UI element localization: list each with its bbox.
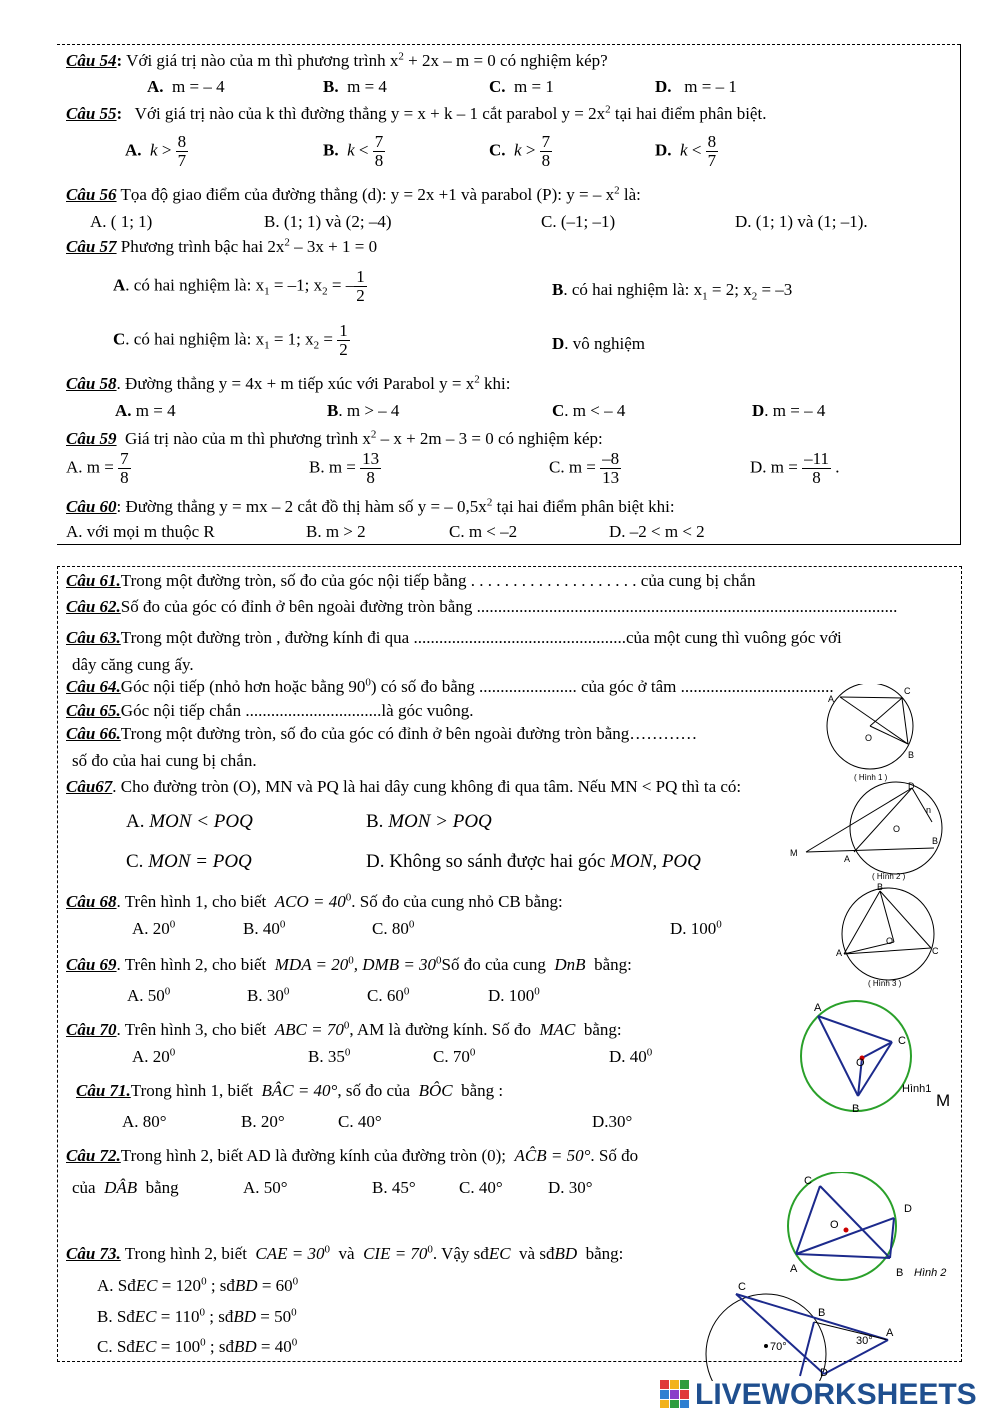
- figure-hinh-2: [786, 778, 956, 884]
- fig1-caption: ( Hình 1 ): [854, 773, 888, 782]
- figH2-label-o: O: [830, 1219, 839, 1231]
- figH1-label-o: O: [856, 1057, 865, 1069]
- q54-option-a[interactable]: A. m = – 4: [147, 77, 225, 96]
- q55-option-b[interactable]: B. k < $\frac{7}{8}$: [323, 132, 384, 170]
- q69-stem: Câu 69. Trên hình 2, cho biết MDA = $20^0$, DMB = $30^0Số$ đo của cung DnB bằng:: [66, 954, 632, 974]
- figH2-label-d: D: [904, 1203, 912, 1215]
- q73-option-c[interactable]: C. SđEC = $100^0$ ; sđBD = $40^0$: [97, 1336, 298, 1356]
- q59-option-c[interactable]: C. m = $\frac{-8}{13}$: [549, 449, 620, 487]
- fig2-label-o: O: [893, 824, 901, 834]
- fig3-label-o: O: [886, 936, 894, 946]
- q71-option-a[interactable]: A. 80°: [122, 1112, 167, 1131]
- figlast-label-a: A: [886, 1327, 894, 1339]
- q69-option-a[interactable]: A. $50^0$: [127, 985, 171, 1005]
- q72-option-b[interactable]: B. 45°: [372, 1178, 416, 1197]
- q55-option-c[interactable]: C. k > $\frac{7}{8}$: [489, 132, 551, 170]
- figlast-angle-30: 30°: [856, 1335, 873, 1347]
- q71-option-c[interactable]: C. 40°: [338, 1112, 382, 1131]
- q70-option-b[interactable]: B. $35^0$: [308, 1046, 351, 1066]
- q68-option-d[interactable]: D. $100^0$: [670, 918, 722, 938]
- q62: Câu 62.Số đo của góc có đỉnh ở bên ngoài đường tròn bằng ...................................................................................................: [66, 597, 898, 616]
- fig2-label-m: M: [790, 848, 798, 858]
- figH2-label-a: A: [790, 1263, 798, 1275]
- q54-option-d[interactable]: D. m = – 1: [655, 77, 737, 96]
- q55-option-a[interactable]: A. k > $\frac{8}{7}$: [125, 132, 187, 170]
- q57-option-c[interactable]: C. có hai nghiệm là: $x_1 = 1$; $x_2$ = $\frac{1}{2}$: [113, 321, 348, 359]
- q72-stem: Câu 72.Trong hình 2, biết AD là đường kính của đường tròn (0); AĈB = 50°. Số đo: [66, 1146, 639, 1165]
- q57-option-a[interactable]: A. có hai nghiệm là: $x_1 = -1$; $x_2$ = – $\frac{1}{2}$: [113, 267, 365, 305]
- liveworksheets-brand[interactable]: LIVEWORKSHEETS: [695, 1378, 977, 1411]
- q54-stem: Câu 54: Với giá trị nào của m thì phương trình $x^2 + 2x - m = 0$ có nghiệm kép?: [66, 50, 608, 70]
- q71-option-b[interactable]: B. 20°: [241, 1112, 285, 1131]
- q70-option-a[interactable]: A. $20^0$: [132, 1046, 176, 1066]
- q69-option-c[interactable]: C. $60^0$: [367, 985, 410, 1005]
- q67-option-c[interactable]: C. MON = POQ: [126, 851, 252, 872]
- figlast-label-c: C: [738, 1281, 746, 1293]
- q70-stem: Câu 70. Trên hình 3, cho biết ABC = $70^0$, AM là đường kính. Số đo MAC bằng:: [66, 1019, 622, 1039]
- q66-line2: số đo của hai cung bị chắn.: [72, 751, 257, 770]
- figure-hinh-3: [832, 882, 942, 990]
- q58-option-a[interactable]: A. m = 4: [115, 401, 176, 420]
- fig1-label-a: A: [828, 694, 835, 704]
- figH2-label-b: B: [896, 1267, 904, 1279]
- q55-stem: Câu 55: Với giá trị nào của k thì đường thẳng y = x + k – 1 cắt parabol $y = 2x^2$ tại hai điểm phân biệt.: [66, 103, 767, 123]
- q54-option-b[interactable]: B. m = 4: [323, 77, 387, 96]
- fig2-label-n: n: [926, 805, 932, 815]
- figH1-label-c: C: [898, 1035, 906, 1047]
- q68-option-a[interactable]: A. $20^0$: [132, 918, 176, 938]
- fig2-label-b: B: [932, 836, 939, 846]
- q59-stem: Câu 59 Giá trị nào của m thì phương trình $x^2 - x + 2m - 3 = 0$ có nghiệm kép:: [66, 428, 603, 448]
- fig1-label-c: C: [904, 686, 911, 696]
- q73-option-a[interactable]: A. SđEC = $120^0$ ; sđBD = $60^0$: [97, 1275, 299, 1295]
- q68-option-c[interactable]: C. $80^0$: [372, 918, 415, 938]
- figlast-angle-70: 70°: [770, 1341, 787, 1353]
- fig3-label-b: B: [877, 882, 884, 892]
- q56-option-d[interactable]: D. (1; 1) và (1; –1).: [735, 212, 868, 231]
- q73-stem: Câu 73. Trong hình 2, biết CAE = $30^0$ và CIE = $70^0$. Vậy sđEC và sđBD bằng:: [66, 1243, 624, 1263]
- q60-option-a[interactable]: A. với mọi m thuộc R: [66, 522, 215, 541]
- q59-option-a[interactable]: A. m = $\frac{7}{8}$: [66, 449, 129, 487]
- q60-stem: Câu 60: Đường thẳng y = mx – 2 cắt đồ thị hàm số y = – $0,5x^2$ tại hai điểm phân biệt khi:: [66, 496, 675, 516]
- q63-line2: dây căng cung ấy.: [72, 655, 194, 674]
- q71-stem: Câu 71.Trong hình 1, biết BÂC = 40°, số đo của BÔC bằng :: [76, 1081, 504, 1100]
- q67-option-a[interactable]: A. MON < POQ: [126, 811, 253, 832]
- q72-option-c[interactable]: C. 40°: [459, 1178, 503, 1197]
- fig3-caption: ( Hình 3 ): [868, 979, 902, 988]
- q70-option-c[interactable]: C. $70^0$: [433, 1046, 476, 1066]
- q59-option-d[interactable]: D. m = $\frac{-11}{8}$ .: [750, 449, 840, 487]
- q57-option-b[interactable]: B. có hai nghiệm là: $x_1 = 2$; $x_2 = -3$: [552, 280, 793, 303]
- q57-option-d[interactable]: D. vô nghiệm: [552, 334, 646, 353]
- figH1-label-a: A: [814, 1002, 822, 1014]
- q69-option-b[interactable]: B. $30^0$: [247, 985, 290, 1005]
- q58-option-d[interactable]: D. m = – 4: [752, 401, 826, 420]
- q60-option-b[interactable]: B. m > 2: [306, 522, 366, 541]
- figure-hinh1-blue: [796, 1000, 956, 1118]
- q56-stem: Câu 56 Tọa độ giao điểm của đường thẳng (d): y = 2x +1 và parabol (P): y = – $x^2$ là:: [66, 184, 641, 204]
- q72-line2: của DÂB bằng: [72, 1178, 179, 1197]
- figH1-label-m: M: [936, 1091, 951, 1110]
- fig2-label-d: D: [908, 781, 915, 791]
- fig1-label-b: B: [908, 750, 915, 760]
- q68-stem: Câu 68. Trên hình 1, cho biết ACO = $40^0$. Số đo của cung nhỏ CB bằng:: [66, 891, 563, 911]
- q58-option-b[interactable]: B. m > – 4: [327, 401, 400, 420]
- figH2-label-c: C: [804, 1175, 812, 1187]
- figure-hinh2-blue: [786, 1172, 956, 1284]
- q56-option-c[interactable]: C. (–1; –1): [541, 212, 616, 231]
- figH1-label-b: B: [852, 1103, 860, 1115]
- figlast-label-d: D: [820, 1367, 828, 1379]
- q56-option-b[interactable]: B. (1; 1) và (2; –4): [264, 212, 392, 231]
- figH1-caption: Hình1: [902, 1083, 932, 1095]
- q67-stem: Câu67. Cho đường tròn (O), MN và PQ là hai dây cung không đi qua tâm. Nếu MN < PQ thì ta có:: [66, 777, 742, 796]
- q59-option-b[interactable]: B. m = $\frac{13}{8}$: [309, 449, 380, 487]
- fig2-caption: ( Hình 2 ): [872, 872, 906, 881]
- q57-stem: Câu 57 Phương trình bậc hai $2x^2 - 3x + 1 = 0$: [66, 236, 378, 256]
- q55-option-d[interactable]: D. k < $\frac{8}{7}$: [655, 132, 717, 170]
- q60-option-c[interactable]: C. m < –2: [449, 522, 518, 541]
- fig1-label-o: O: [865, 733, 873, 743]
- q70-option-d[interactable]: D. $40^0$: [609, 1046, 653, 1066]
- q73-option-b[interactable]: B. SđEC = $110^0$ ; sđBD = $50^0$: [97, 1306, 297, 1326]
- q72-option-a[interactable]: A. 50°: [243, 1178, 288, 1197]
- figure-hinh-1: [820, 684, 960, 784]
- q54-option-c[interactable]: C. m = 1: [489, 77, 554, 96]
- q64: Câu 64.Góc nội tiếp (nhỏ hơn hoặc bằng $90^0$) có số đo bằng ....................... của góc ở tâm ....................................: [66, 676, 834, 696]
- q61: Câu 61.Trong một đường tròn, số đo của góc nội tiếp bằng . . . . . . . . . . . . . . . . . . . . của cung bị chắn: [66, 571, 756, 590]
- q66: Câu 66.Trong một đường tròn, số đo của góc có đỉnh ở bên ngoài đường tròn bằng…………: [66, 724, 698, 743]
- fig3-label-a: A: [836, 948, 843, 958]
- fig3-label-c: C: [932, 946, 939, 956]
- q69-option-d[interactable]: D. $100^0$: [488, 985, 540, 1005]
- q58-stem: Câu 58. Đường thẳng y = 4x + m tiếp xúc với Parabol $y = x^2$ khi:: [66, 373, 511, 393]
- q56-option-a[interactable]: A. ( 1; 1): [90, 212, 153, 231]
- q67-option-b[interactable]: B. MON > POQ: [366, 811, 492, 832]
- figH2-caption: Hình 2: [914, 1267, 947, 1279]
- q67-option-d[interactable]: D. Không so sánh được hai góc MON, POQ: [366, 851, 701, 872]
- figlast-label-b: B: [818, 1307, 826, 1319]
- fig2-label-a: A: [844, 854, 851, 864]
- figure-q73: [700, 1276, 900, 1381]
- q71-option-d[interactable]: D.30°: [592, 1112, 633, 1131]
- q72-option-d[interactable]: D. 30°: [548, 1178, 593, 1197]
- q60-option-d[interactable]: D. –2 < m < 2: [609, 522, 705, 541]
- q68-option-b[interactable]: B. $40^0$: [243, 918, 286, 938]
- q63: Câu 63.Trong một đường tròn , đường kính đi qua ..................................................của một cung thì vuông góc với: [66, 628, 842, 647]
- q58-option-c[interactable]: C. m < – 4: [552, 401, 626, 420]
- liveworksheets-logo-icon: [660, 1380, 690, 1408]
- q65: Câu 65.Góc nội tiếp chắn ................................là góc vuông.: [66, 701, 474, 720]
